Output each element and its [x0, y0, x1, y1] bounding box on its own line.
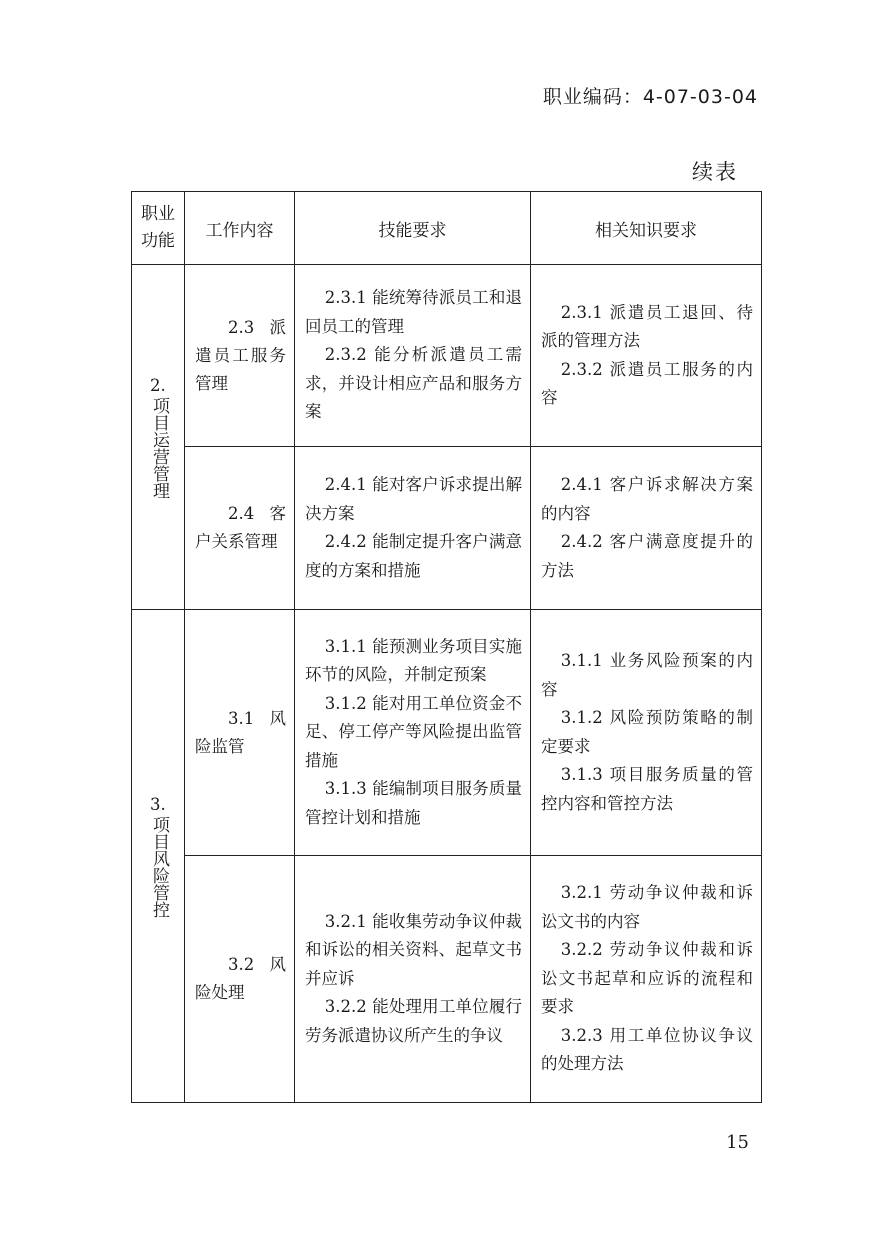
- skills-cell: [295, 856, 531, 1103]
- column-header-skills: 技能要求: [295, 192, 531, 265]
- skill-item: 3.1.2 能对用工单位资金不足、停工停产等风险提出监管措施: [305, 693, 522, 770]
- page-number: 15: [726, 1132, 749, 1153]
- work-content-cell: [185, 610, 295, 856]
- skill-item: 2.3.1 能统筹待派员工和退回员工的管理: [305, 288, 522, 336]
- function-cell: [132, 265, 185, 610]
- skills-cell: [295, 610, 531, 856]
- knowledge-cell: [531, 447, 762, 610]
- function-cell: [132, 610, 185, 1103]
- column-header-work: 工作内容: [185, 192, 295, 265]
- knowledge-item: 2.3.1 派遣员工退回、待派的管理方法: [541, 302, 753, 350]
- table-row: [132, 447, 762, 610]
- skill-item: 2.4.2 能制定提升客户满意度的方案和措施: [305, 532, 522, 580]
- function-name: 项目运营管理: [149, 396, 169, 499]
- skill-item: 2.3.2 能分析派遣员工需求，并设计相应产品和服务方案: [305, 345, 522, 422]
- occupation-code: 职业编码：4-07-03-04: [542, 86, 758, 108]
- work-content-cell: [185, 447, 295, 610]
- standards-table: [131, 191, 762, 1103]
- column-header-function-text: 职业 功能: [141, 204, 175, 251]
- column-header-function: [132, 192, 185, 265]
- knowledge-cell: [531, 856, 762, 1103]
- knowledge-cell: [531, 610, 762, 856]
- work-content-cell: [185, 856, 295, 1103]
- continuation-label: 续表: [692, 160, 738, 184]
- function-name: 项目风险管控: [149, 815, 169, 918]
- table-row: [132, 856, 762, 1103]
- skill-item: 2.4.1 能对客户诉求提出解决方案: [305, 475, 522, 523]
- knowledge-item: 3.1.2 风险预防策略的制定要求: [541, 708, 753, 756]
- function-number: 2.: [150, 375, 166, 395]
- knowledge-item: 3.2.1 劳动争议仲裁和诉讼文书的内容: [541, 883, 753, 931]
- table-row: [132, 610, 762, 856]
- skill-item: 3.2.1 能收集劳动争议仲裁和诉讼的相关资料、起草文书并应诉: [305, 911, 522, 988]
- skill-item: 3.1.3 能编制项目服务质量管控计划和措施: [305, 779, 522, 827]
- work-content-text: 3.1 风险监管: [195, 708, 286, 756]
- knowledge-item: 2.3.2 派遣员工服务的内容: [541, 359, 753, 407]
- work-content-text: 3.2 风险处理: [195, 955, 286, 1002]
- work-content-text: 2.4 客户关系管理: [195, 504, 286, 551]
- knowledge-item: 3.1.3 项目服务质量的管控内容和管控方法: [541, 765, 753, 813]
- knowledge-cell: [531, 265, 762, 447]
- column-header-knowledge: 相关知识要求: [531, 192, 762, 265]
- work-content-cell: [185, 265, 295, 447]
- knowledge-item: 3.2.3 用工单位协议争议的处理方法: [541, 1025, 753, 1074]
- work-content-text: 2.3 派遣员工服务管理: [195, 317, 286, 393]
- skill-item: 3.1.1 能预测业务项目实施环节的风险，并制定预案: [305, 636, 522, 685]
- knowledge-item: 2.4.2 客户满意度提升的方法: [541, 532, 753, 580]
- skill-item: 3.2.2 能处理用工单位履行劳务派遣协议所产生的争议: [305, 997, 522, 1045]
- skills-cell: [295, 265, 531, 447]
- table-row: [132, 265, 762, 447]
- knowledge-item: 3.1.1 业务风险预案的内容: [541, 651, 753, 699]
- table-header-row: [132, 192, 762, 265]
- knowledge-item: 2.4.1 客户诉求解决方案的内容: [541, 475, 753, 523]
- knowledge-item: 3.2.2 劳动争议仲裁和诉讼文书起草和应诉的流程和要求: [541, 940, 753, 1017]
- skills-cell: [295, 447, 531, 610]
- function-number: 3.: [150, 794, 166, 814]
